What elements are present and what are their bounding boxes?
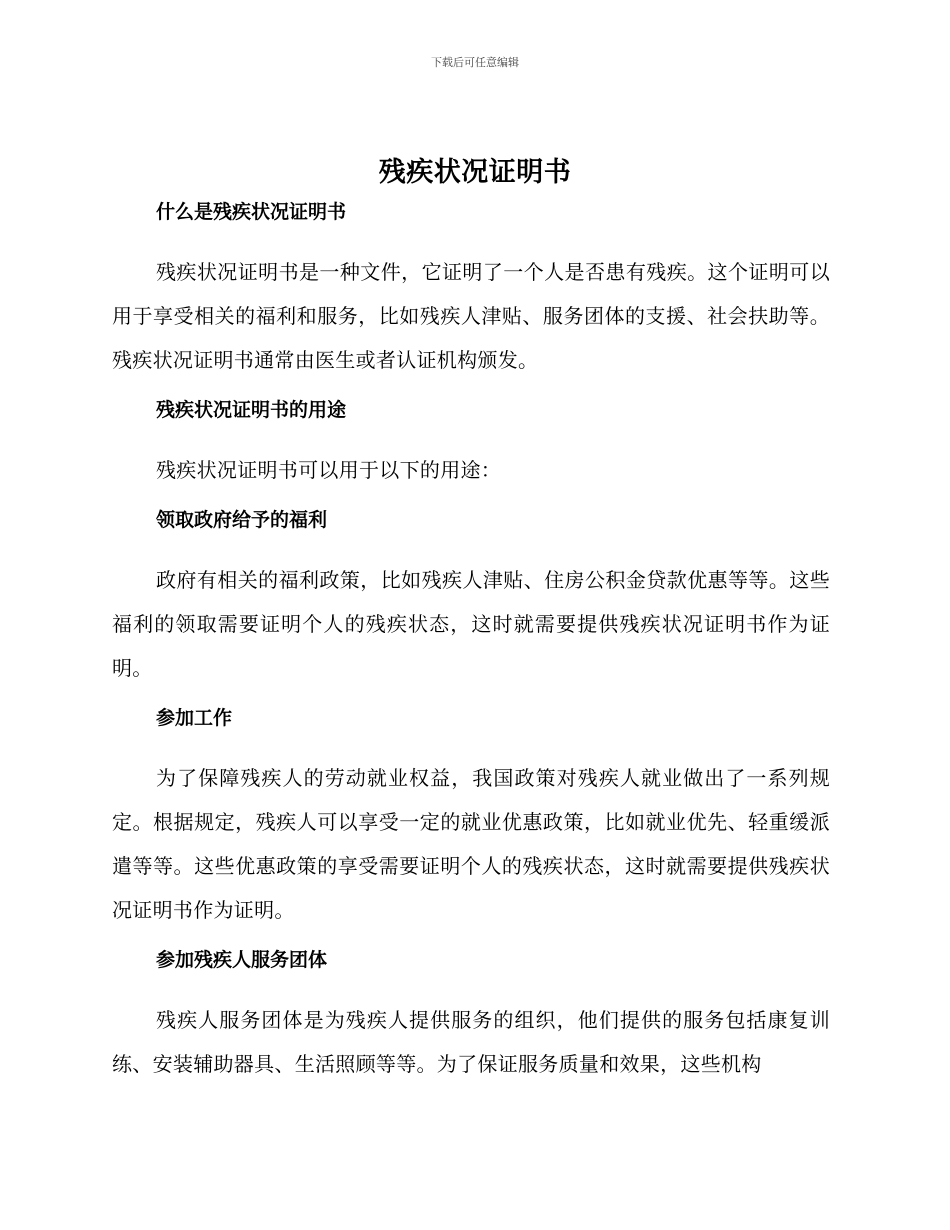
- section-paragraph: 为了保障残疾人的劳动就业权益，我国政策对残疾人就业做出了一系列规定。根据规定，残疾人可以享受一定的就业优惠政策，比如就业优先、轻重缓派遣等等。这些优惠政策的享受需要证明个人的残疾状态，这时就需要提供残疾状况证明书作为证明。: [112, 766, 830, 922]
- section-heading: 什么是残疾状况证明书: [156, 201, 347, 223]
- section-heading: 参加残疾人服务团体: [156, 949, 328, 971]
- section-heading: 领取政府给予的福利: [156, 509, 328, 531]
- section-paragraph: 政府有相关的福利政策，比如残疾人津贴、住房公积金贷款优惠等等。这些福利的领取需要证明个人的残疾状态，这时就需要提供残疾状况证明书作为证明。: [112, 568, 830, 680]
- document-title: 残疾状况证明书: [378, 157, 572, 188]
- section-paragraph: 残疾人服务团体是为残疾人提供服务的组织，他们提供的服务包括康复训练、安装辅助器具、生活照顾等等。为了保证服务质量和效果，这些机构: [112, 1008, 830, 1076]
- section-heading: 残疾状况证明书的用途: [156, 399, 347, 421]
- section-heading: 参加工作: [156, 707, 233, 729]
- header-note: 下载后可任意编辑: [431, 56, 519, 69]
- section-paragraph: 残疾状况证明书可以用于以下的用途：: [156, 458, 502, 482]
- section-paragraph: 残疾状况证明书是一种文件，它证明了一个人是否患有残疾。这个证明可以用于享受相关的福利和服务，比如残疾人津贴、服务团体的支援、社会扶助等。残疾状况证明书通常由医生或者认证机构颁发。: [112, 260, 830, 372]
- document-body: [112, 196, 830, 1086]
